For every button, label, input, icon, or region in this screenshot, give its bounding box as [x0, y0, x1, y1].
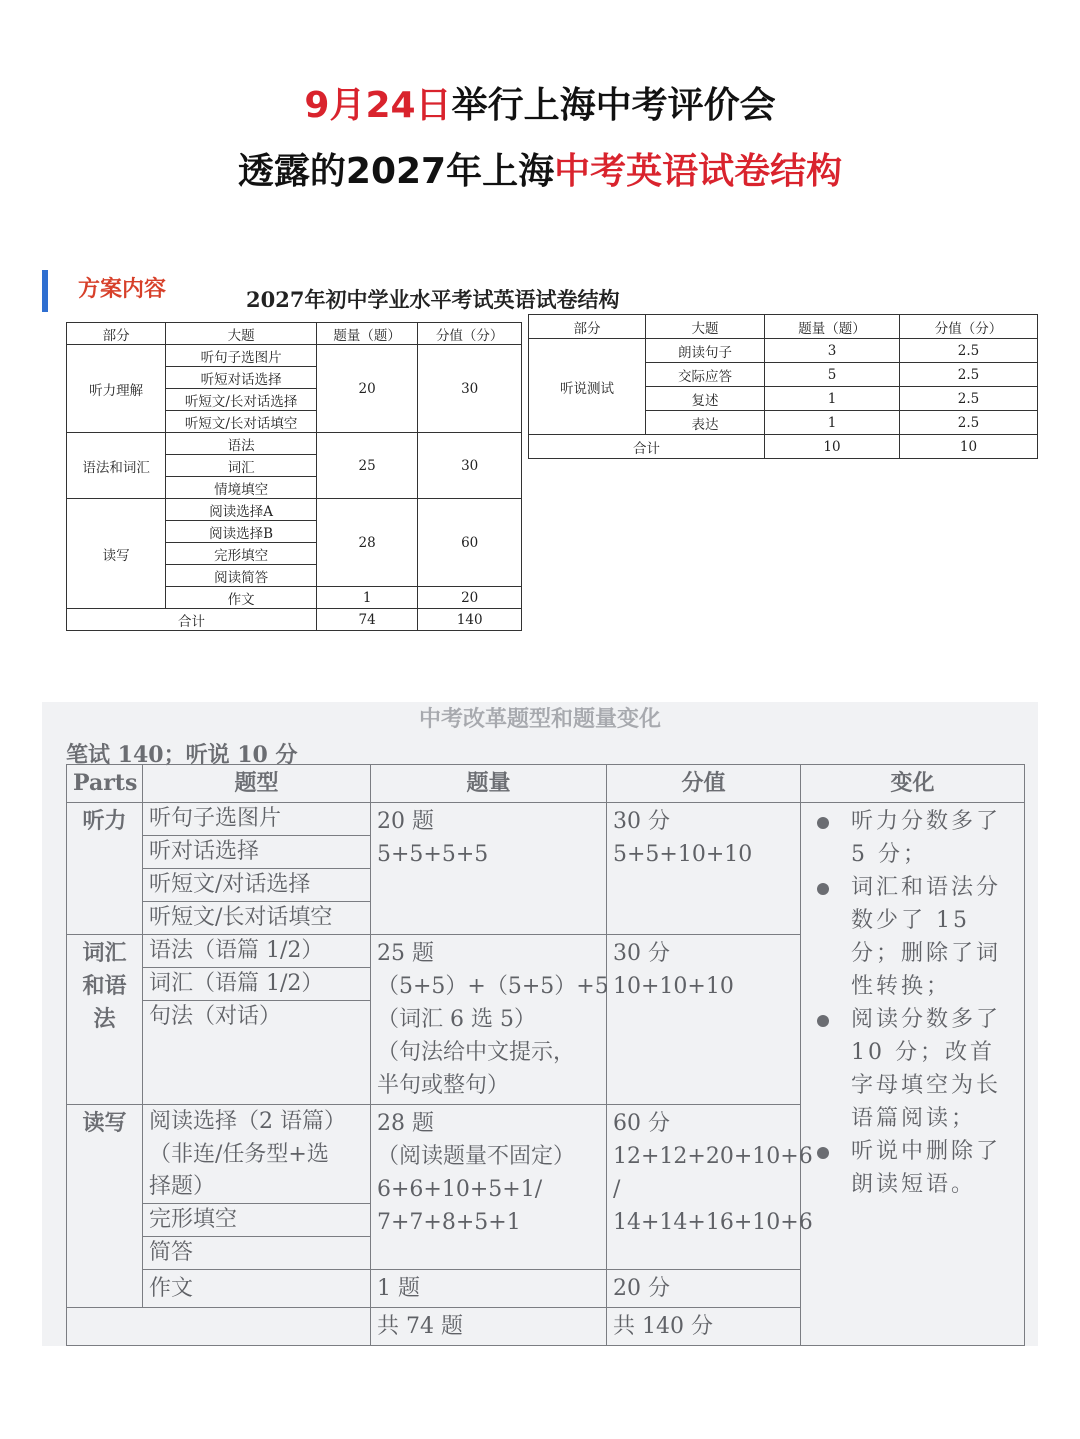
part-cell: 语法和词汇 — [67, 433, 166, 499]
count-cell — [371, 803, 607, 935]
score-cell: 2.5 — [900, 387, 1038, 411]
count-line: （5+5）+（5+5）+5 — [377, 974, 609, 999]
item-cell: 交际应答 — [646, 363, 765, 387]
header-score: 分值（分） — [418, 323, 522, 345]
changes-list — [807, 805, 1018, 1201]
count-line: （句法给中文提示， — [377, 1040, 576, 1065]
type-cell: 作文 — [143, 1270, 371, 1308]
list-item — [807, 1003, 1018, 1135]
score-cell — [607, 1105, 813, 1270]
table-row — [67, 499, 522, 521]
headline-date: 9月24日 — [304, 85, 452, 126]
count-cell: 3 — [765, 339, 900, 363]
score-cell: 20 — [418, 587, 522, 609]
change-text: 听说中删除了朗读短语。 — [851, 1139, 1002, 1197]
header-count: 题量（题） — [765, 315, 900, 339]
count-line: 25 题 — [377, 941, 434, 966]
headline-event: 举行上海中考评价会 — [451, 85, 776, 126]
header-count: 题量（题） — [316, 323, 417, 345]
type-line: 句法（对话） — [149, 1004, 282, 1029]
score-line: 60 分 — [613, 1111, 670, 1136]
changes-cell — [801, 803, 1025, 1346]
header-count: 题量 — [371, 765, 607, 803]
count-cell: 1 — [765, 387, 900, 411]
header-score: 分值（分） — [900, 315, 1038, 339]
total-label: 合计 — [529, 435, 765, 459]
total-count: 共 74 题 — [371, 1308, 607, 1346]
count-cell: 28 — [316, 499, 417, 587]
type-line: 择题） — [143, 1171, 370, 1204]
count-line: （词汇 6 选 5） — [377, 1007, 536, 1032]
part-cell: 听力理解 — [67, 345, 166, 433]
item-cell: 阅读选择B — [166, 521, 317, 543]
table-header-row — [67, 323, 522, 345]
speaking-test-table — [528, 314, 1038, 459]
item-cell: 完形填空 — [166, 543, 317, 565]
sheet-subtitle: 笔试 140；听说 10 分 — [66, 742, 298, 768]
count-cell: 20 — [316, 345, 417, 433]
type-line: 听句子选图片 — [143, 803, 370, 836]
type-line: 完形填空 — [143, 1204, 370, 1237]
score-cell — [607, 803, 801, 935]
bullet-icon — [817, 883, 829, 895]
score-line: / — [613, 1177, 621, 1202]
change-text: 阅读分数多了 10 分；改首字母填空为长语篇阅读； — [851, 1007, 1002, 1131]
type-line: 听短文/长对话填空 — [149, 905, 333, 930]
reform-changes-sheet — [42, 702, 1038, 1346]
type-line: 听短文/对话选择 — [143, 869, 370, 902]
item-cell: 听句子选图片 — [166, 345, 317, 367]
change-text: 听力分数多了 5 分； — [851, 809, 1002, 867]
type-line: 语法（语篇 1/2） — [143, 935, 370, 968]
sheet-title: 2027年初中学业水平考试英语试卷结构 — [246, 287, 620, 312]
section-marker — [42, 270, 48, 312]
count-line: 半句或整句） — [377, 1073, 510, 1098]
score-cell: 2.5 — [900, 339, 1038, 363]
type-line: 简答 — [149, 1240, 194, 1265]
count-cell: 5 — [765, 363, 900, 387]
item-cell: 朗读句子 — [646, 339, 765, 363]
total-row — [67, 609, 522, 631]
type-line: 阅读选择（2 语篇） — [149, 1109, 346, 1134]
exam-structure-sheet — [42, 258, 1042, 630]
score-line: 30 分 — [613, 941, 670, 966]
headline-intro: 透露的2027年上海 — [237, 151, 555, 192]
total-count: 74 — [316, 609, 417, 631]
part-cell: 词汇和语法 — [67, 935, 143, 1105]
table-row — [67, 433, 522, 455]
type-cell — [143, 803, 371, 935]
score-line: 30 分 — [613, 809, 670, 834]
score-cell: 20 分 — [607, 1270, 801, 1308]
count-line: 7+7+8+5+1 — [377, 1210, 521, 1235]
list-item — [807, 871, 1018, 1003]
count-cell — [371, 1105, 607, 1270]
header-item: 大题 — [166, 323, 317, 345]
item-cell: 阅读简答 — [166, 565, 317, 587]
score-cell: 60 — [418, 499, 522, 587]
total-score: 140 — [418, 609, 522, 631]
header-parts: Parts — [67, 765, 143, 803]
part-cell: 听说测试 — [529, 339, 646, 435]
count-line: 5+5+5+5 — [377, 842, 489, 867]
item-cell: 听短文/长对话选择 — [166, 389, 317, 411]
count-line: 20 题 — [377, 809, 434, 834]
header-item: 大题 — [646, 315, 765, 339]
table-header-row — [67, 765, 1025, 803]
header-part: 部分 — [67, 323, 166, 345]
type-line: （非连/任务型+选 — [149, 1142, 329, 1167]
total-score: 共 140 分 — [607, 1308, 801, 1346]
count-cell — [371, 935, 607, 1105]
headline-line-1 — [0, 84, 1080, 128]
type-line: 词汇（语篇 1/2） — [143, 968, 370, 1001]
table-row — [529, 339, 1038, 363]
bullet-icon — [817, 1147, 829, 1159]
count-cell: 1 — [316, 587, 417, 609]
reform-table — [66, 764, 1025, 1346]
item-cell: 词汇 — [166, 455, 317, 477]
written-exam-table — [66, 322, 522, 631]
header-score: 分值 — [607, 765, 801, 803]
item-cell: 阅读选择A — [166, 499, 317, 521]
item-cell: 语法 — [166, 433, 317, 455]
item-cell: 复述 — [646, 387, 765, 411]
count-cell: 25 — [316, 433, 417, 499]
count-line: （阅读题量不固定） — [377, 1144, 576, 1169]
total-label-cell — [67, 1308, 371, 1346]
count-cell: 1 题 — [371, 1270, 607, 1308]
headline-topic: 中考英语试卷结构 — [554, 151, 843, 192]
header-changes: 变化 — [801, 765, 1025, 803]
item-cell: 听短文/长对话填空 — [166, 411, 317, 433]
type-line: 听对话选择 — [143, 836, 370, 869]
item-cell: 表达 — [646, 411, 765, 435]
score-cell: 30 — [418, 345, 522, 433]
section-tag: 方案内容 — [78, 277, 167, 302]
score-line: 5+5+10+10 — [613, 842, 753, 867]
total-score: 10 — [900, 435, 1038, 459]
score-cell: 2.5 — [900, 363, 1038, 387]
total-label: 合计 — [67, 609, 317, 631]
count-line: 28 题 — [377, 1111, 434, 1136]
score-cell: 2.5 — [900, 411, 1038, 435]
bullet-icon — [817, 817, 829, 829]
part-cell: 听力 — [67, 803, 143, 935]
table-header-row — [529, 315, 1038, 339]
score-cell: 30 — [418, 433, 522, 499]
score-line: 12+12+20+10+6 — [613, 1144, 813, 1169]
item-cell: 情境填空 — [166, 477, 317, 499]
part-cell: 读写 — [67, 499, 166, 609]
table-row — [67, 803, 1025, 935]
type-cell — [143, 1105, 371, 1270]
headline-line-2 — [0, 150, 1080, 194]
list-item — [807, 1135, 1018, 1201]
score-line: 10+10+10 — [613, 974, 734, 999]
table-row — [67, 345, 522, 367]
total-count: 10 — [765, 435, 900, 459]
header-part: 部分 — [529, 315, 646, 339]
total-row — [529, 435, 1038, 459]
change-text: 词汇和语法分数少了 15 分；删除了词性转换； — [851, 875, 1002, 999]
count-line: 6+6+10+5+1/ — [377, 1177, 543, 1202]
count-cell: 1 — [765, 411, 900, 435]
score-line: 14+14+16+10+6 — [613, 1210, 813, 1235]
item-cell: 作文 — [166, 587, 317, 609]
score-cell — [607, 935, 801, 1105]
sheet-title: 中考改革题型和题量变化 — [418, 706, 661, 732]
item-cell: 听短对话选择 — [166, 367, 317, 389]
header-type: 题型 — [143, 765, 371, 803]
part-cell: 读写 — [67, 1105, 143, 1308]
bullet-icon — [817, 1015, 829, 1027]
type-cell — [143, 935, 371, 1105]
list-item — [807, 805, 1018, 871]
